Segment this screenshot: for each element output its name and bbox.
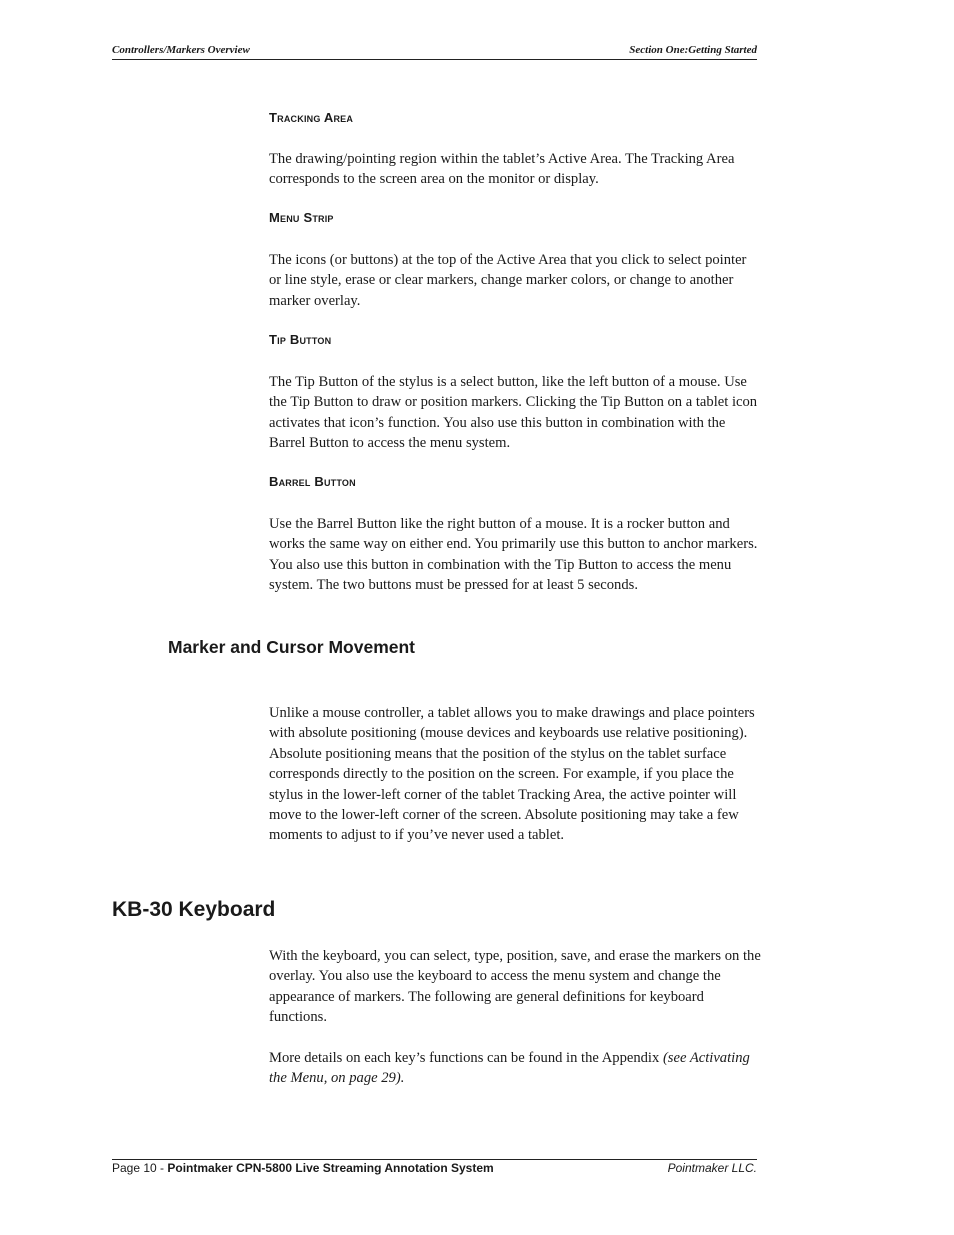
paragraph-menu-strip: The icons (or buttons) at the top of the Active Area that you click to select pointer or line style, erase or clear markers, change marker colors, or change to another marker overlay.	[269, 252, 747, 309]
paragraph-keyboard-appendix	[269, 1048, 761, 1089]
footer-page-number: Page 10 -	[112, 1161, 168, 1175]
appendix-reference-link: (see Activating the Menu, on page 29).	[269, 1050, 750, 1087]
footer-product-name: Pointmaker CPN-5800 Live Streaming Annotation System	[167, 1161, 494, 1175]
heading-barrel-button: Barrel Button	[269, 474, 356, 489]
heading-marker-cursor-movement: Marker and Cursor Movement	[168, 637, 416, 657]
paragraph-tip-button: The Tip Button of the stylus is a select button, like the left button of a mouse. Use the Tip Button to draw or position markers. Clicking the Tip Button on a tablet icon activates that icon’s function. You also use this button in combination with the Barrel Button to access the menu system.	[269, 374, 758, 452]
header-section-title: Section One:Getting Started	[629, 44, 757, 56]
heading-kb30-keyboard: KB-30 Keyboard	[112, 898, 276, 921]
footer-company: Pointmaker LLC.	[667, 1161, 757, 1175]
header-chapter-title: Controllers/Markers Overview	[112, 44, 250, 56]
heading-tracking-area: Tracking Area	[269, 110, 354, 125]
paragraph-keyboard-intro: With the keyboard, you can select, type, position, save, and erase the markers on the overlay. You also use the keyboard to access the menu system and change the appearance of markers. The following are general definitions for keyboard functions.	[269, 948, 761, 1026]
page-header	[112, 43, 757, 60]
heading-tip-button: Tip Button	[269, 332, 332, 347]
paragraph-tracking-area: The drawing/pointing region within the tablet’s Active Area. The Tracking Area corresponds to the screen area on the monitor or display.	[269, 151, 735, 188]
page-footer	[112, 1159, 757, 1178]
paragraph-marker-cursor-movement: Unlike a mouse controller, a tablet allows you to make drawings and place pointers with absolute positioning (mouse devices and keyboards use relative positioning). Absolute positioning means that the position of the stylus on the tablet surface corresponds directly to the position on the screen. For example, if you place the stylus in the lower-left corner of the tablet Tracking Area, the active pointer will move to the lower-left corner of the screen. Absolute positioning may take a few moments to adjust to if you’ve never used a tablet.	[269, 705, 755, 844]
heading-menu-strip: Menu Strip	[269, 210, 334, 225]
paragraph-barrel-button: Use the Barrel Button like the right button of a mouse. It is a rocker button and works the same way on either end. You primarily use this button to anchor markers. You also use this button in combination with the Tip Button to access the menu system. The two buttons must be pressed for at least 5 seconds.	[269, 516, 758, 594]
appendix-text: More details on each key’s functions can be found in the Appendix	[269, 1050, 663, 1066]
footer-page-label	[112, 1161, 494, 1175]
